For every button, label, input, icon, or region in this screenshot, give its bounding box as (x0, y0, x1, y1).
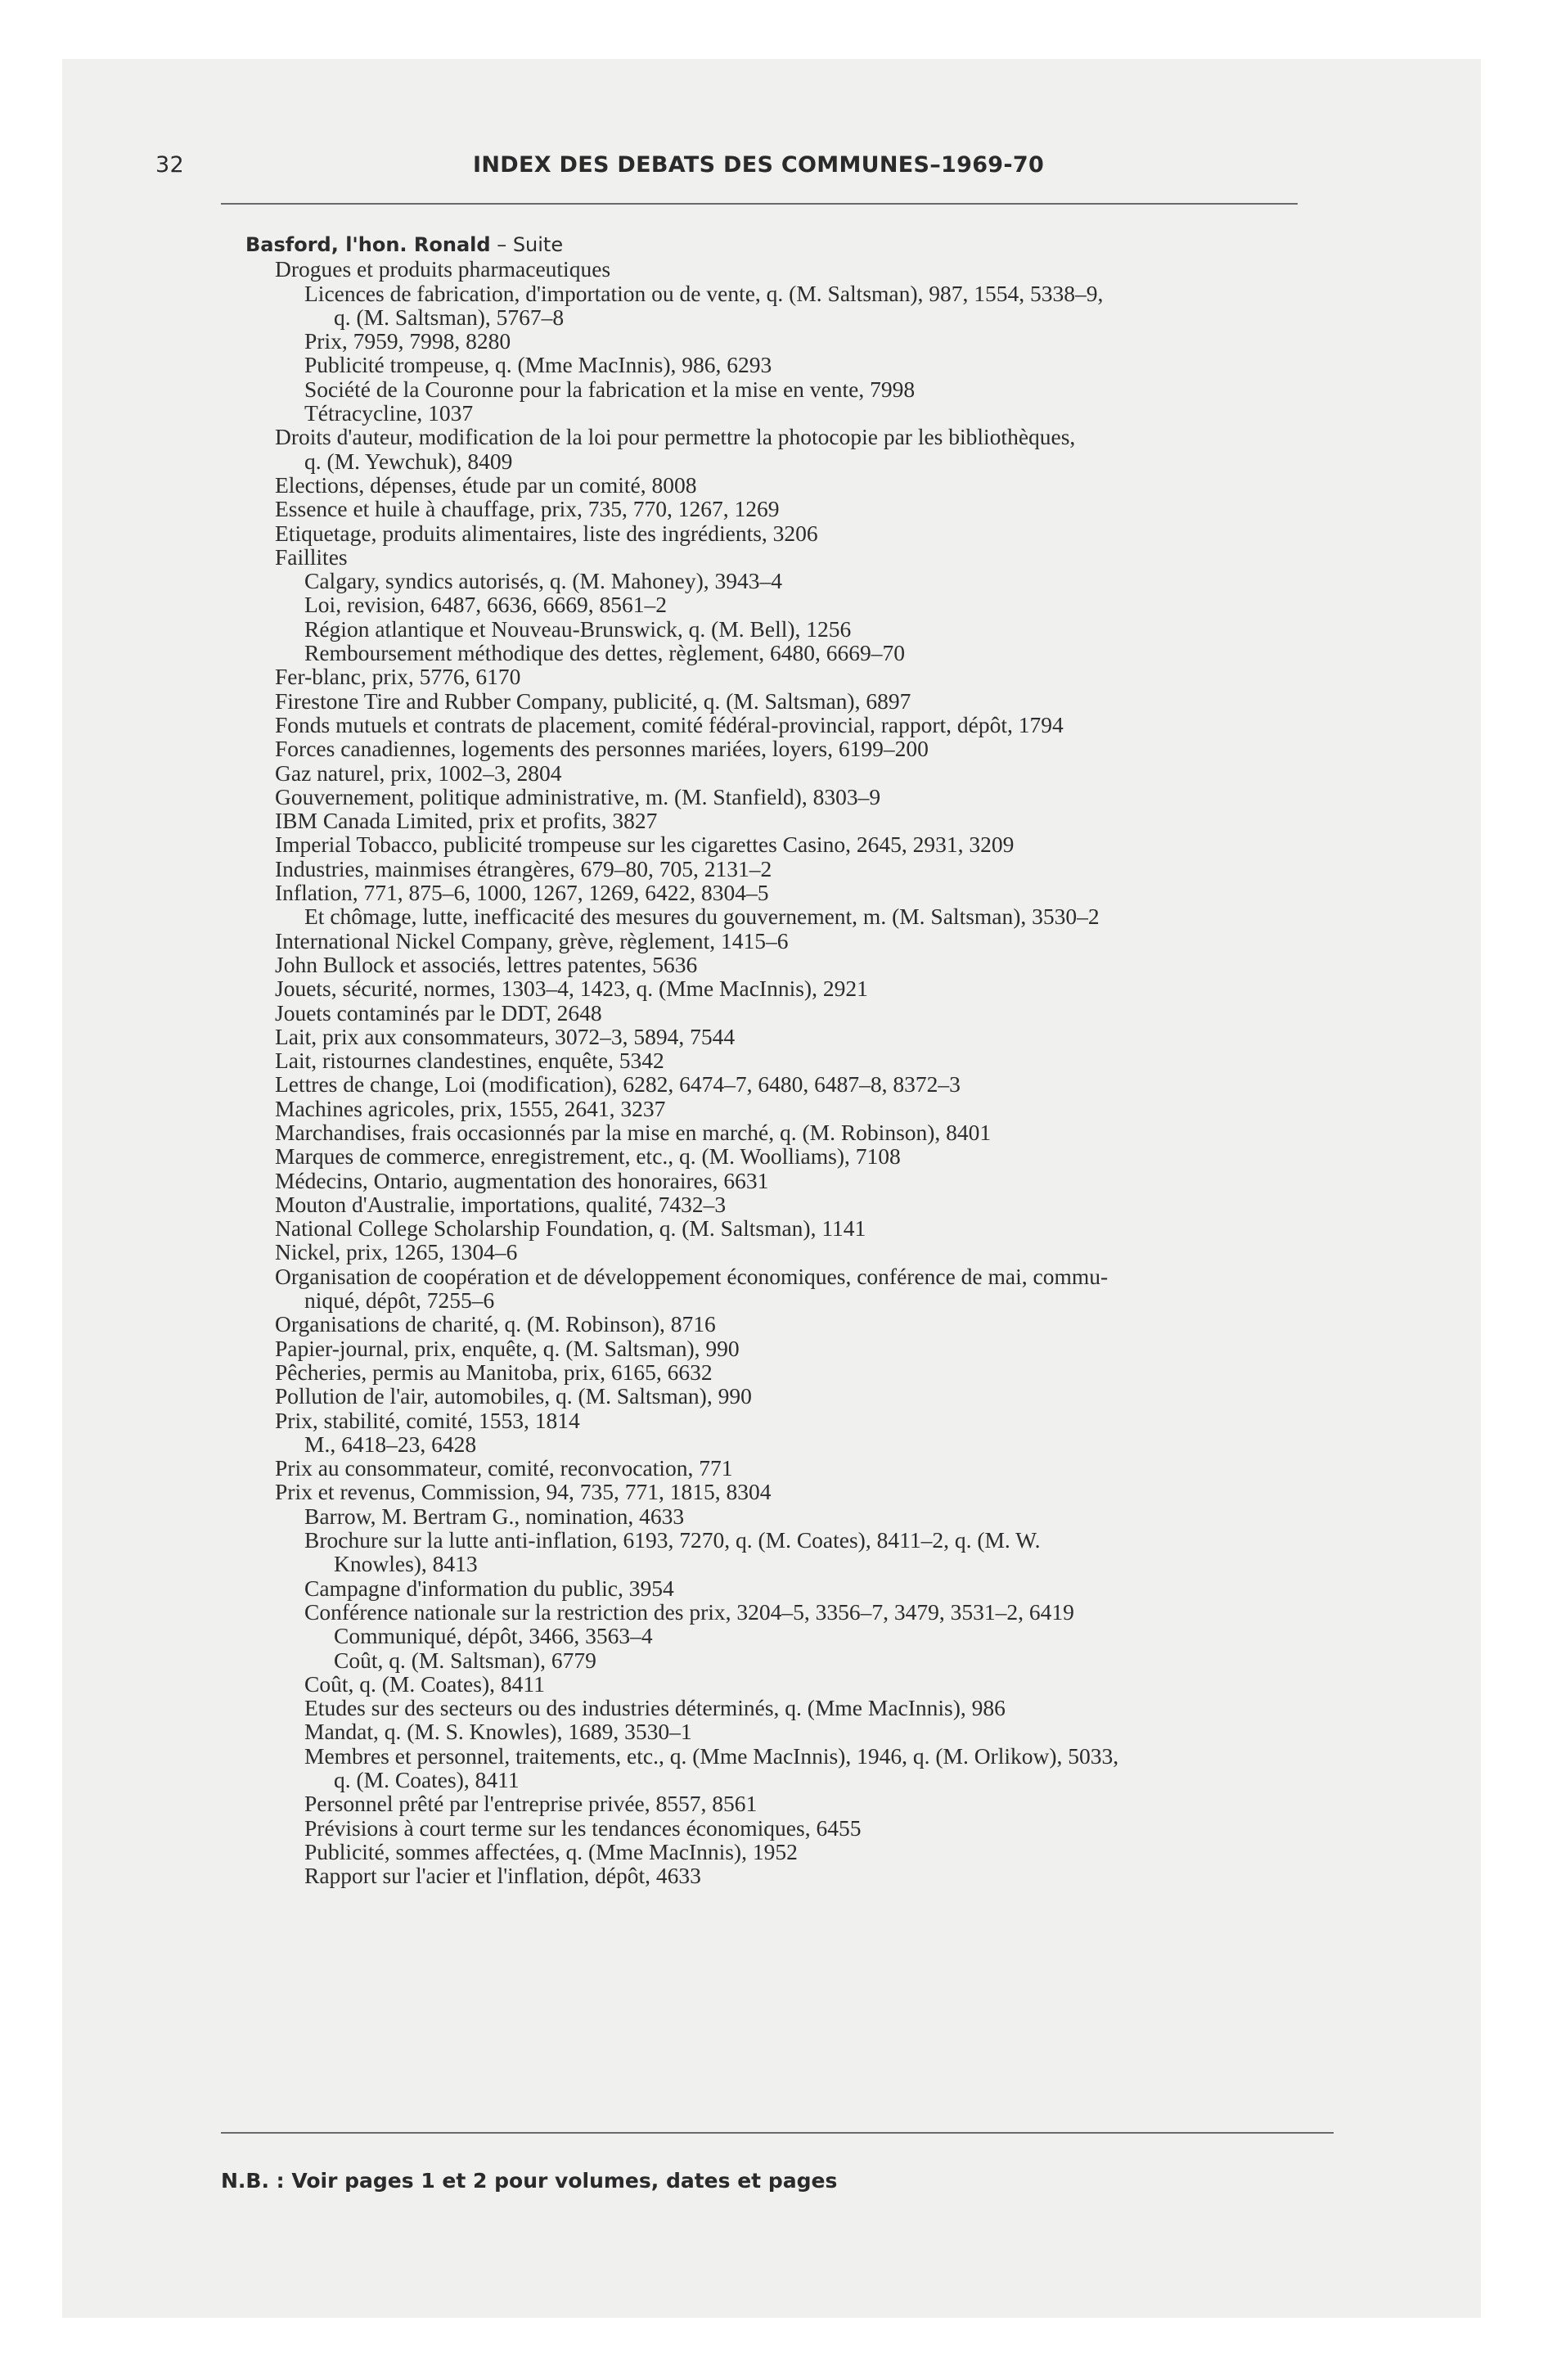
index-line: John Bullock et associés, lettres patentes, 5636 (275, 951, 698, 977)
index-line: Lait, prix aux consommateurs, 3072–3, 5894, 7544 (275, 1023, 736, 1049)
index-line: Membres et personnel, traitements, etc., q. (Mme MacInnis), 1946, q. (M. Orlikow), 5033, (304, 1742, 1119, 1769)
index-line: Médecins, Ontario, augmentation des honoraires, 6631 (275, 1167, 769, 1193)
index-line: Loi, revision, 6487, 6636, 6669, 8561–2 (304, 592, 668, 618)
index-line: Et chômage, lutte, inefficacité des mesures du gouvernement, m. (M. Saltsman), 3530–2 (304, 904, 1100, 930)
index-line: Calgary, syndics autorisés, q. (M. Mahoney), 3943–4 (304, 568, 783, 594)
index-line: Pollution de l'air, automobiles, q. (M. Saltsman), 990 (275, 1383, 752, 1409)
index-line: Barrow, M. Bertram G., nomination, 4633 (304, 1503, 685, 1529)
page-title: INDEX DES DEBATS DES COMMUNES–1969-70 (473, 152, 1045, 178)
index-line: Marchandises, frais occasionnés par la mise en marché, q. (M. Robinson), 8401 (275, 1119, 992, 1145)
index-line: Gaz naturel, prix, 1002–3, 2804 (275, 760, 562, 786)
entry-heading-suffix: – Suite (490, 233, 564, 256)
index-line: Prix, stabilité, comité, 1553, 1814 (275, 1407, 580, 1433)
index-line: Pêcheries, permis au Manitoba, prix, 6165, 6632 (275, 1359, 713, 1385)
index-line: Faillites (275, 543, 348, 570)
index-line: Jouets, sécurité, normes, 1303–4, 1423, q. (Mme MacInnis), 2921 (275, 976, 868, 1002)
index-line: M., 6418–23, 6428 (304, 1431, 477, 1457)
index-line: Inflation, 771, 875–6, 1000, 1267, 1269, 6422, 8304–5 (275, 880, 769, 906)
index-line: niqué, dépôt, 7255–6 (304, 1287, 495, 1314)
index-line: Campagne d'information du public, 3954 (304, 1575, 674, 1601)
index-line: Brochure sur la lutte anti-inflation, 6193, 7270, q. (M. Coates), 8411–2, q. (M. W. (304, 1527, 1041, 1553)
index-line: National College Scholarship Foundation, q. (M. Saltsman), 1141 (275, 1215, 866, 1242)
entry-heading-name: Basford, l'hon. Ronald (245, 233, 491, 256)
index-line: Remboursement méthodique des dettes, règlement, 6480, 6669–70 (304, 640, 905, 666)
index-line: Rapport sur l'acier et l'inflation, dépôt, 4633 (304, 1863, 701, 1889)
entry-heading (245, 233, 1334, 257)
index-entries (245, 233, 1334, 1887)
index-line: Machines agricoles, prix, 1555, 2641, 3237 (275, 1095, 666, 1121)
index-line: Organisation de coopération et de développement économiques, conférence de mai, commu- (275, 1263, 1109, 1289)
index-line: Fer-blanc, prix, 5776, 6170 (275, 664, 521, 690)
page-number: 32 (155, 152, 184, 178)
index-line: Knowles), 8413 (334, 1551, 478, 1577)
index-line: Mouton d'Australie, importations, qualité, 7432–3 (275, 1191, 727, 1217)
index-line: Personnel prêté par l'entreprise privée, 8557, 8561 (304, 1791, 758, 1817)
index-line: Essence et huile à chauffage, prix, 735, 770, 1267, 1269 (275, 496, 780, 522)
footer-rule (221, 2132, 1334, 2134)
index-line: Marques de commerce, enregistrement, etc., q. (M. Woolliams), 7108 (275, 1143, 901, 1170)
index-line: Imperial Tobacco, publicité trompeuse sur les cigarettes Casino, 2645, 2931, 3209 (275, 832, 1015, 858)
index-line: Tétracycline, 1037 (304, 400, 474, 426)
index-line: Coût, q. (M. Saltsman), 6779 (334, 1647, 596, 1673)
index-line: Région atlantique et Nouveau-Brunswick, q. (M. Bell), 1256 (304, 615, 852, 642)
index-line: Société de la Couronne pour la fabrication et la mise en vente, 7998 (304, 376, 916, 402)
index-line: Publicité trompeuse, q. (Mme MacInnis), 986, 6293 (304, 352, 772, 378)
index-line: Gouvernement, politique administrative, m. (M. Stanfield), 8303–9 (275, 783, 881, 809)
index-line: Prix et revenus, Commission, 94, 735, 771, 1815, 8304 (275, 1479, 772, 1505)
index-line: Etudes sur des secteurs ou des industries déterminés, q. (Mme MacInnis), 986 (304, 1695, 1006, 1721)
index-line: Industries, mainmises étrangères, 679–80, 705, 2131–2 (275, 855, 772, 881)
index-line: Drogues et produits pharmaceutiques (275, 256, 611, 282)
header-rule (221, 203, 1298, 205)
index-line: Prévisions à court terme sur les tendances économiques, 6455 (304, 1814, 862, 1841)
index-line: Nickel, prix, 1265, 1304–6 (275, 1239, 518, 1265)
index-line: Organisations de charité, q. (M. Robinson), 8716 (275, 1311, 716, 1337)
index-line: Conférence nationale sur la restriction des prix, 3204–5, 3356–7, 3479, 3531–2, 6419 (304, 1598, 1074, 1625)
index-line: Mandat, q. (M. S. Knowles), 1689, 3530–1 (304, 1719, 692, 1745)
index-line: Prix, 7959, 7998, 8280 (304, 328, 511, 354)
index-line: Papier-journal, prix, enquête, q. (M. Saltsman), 990 (275, 1335, 740, 1361)
index-line: q. (M. Yewchuk), 8409 (304, 448, 513, 474)
index-line: Forces canadiennes, logements des personnes mariées, loyers, 6199–200 (275, 736, 929, 762)
index-line: Licences de fabrication, d'importation ou de vente, q. (M. Saltsman), 987, 1554, 5338–9, (304, 280, 1104, 306)
index-line: Fonds mutuels et contrats de placement, comité fédéral-provincial, rapport, dépôt, 1794 (275, 711, 1064, 737)
index-line: Lettres de change, Loi (modification), 6282, 6474–7, 6480, 6487–8, 8372–3 (275, 1071, 961, 1098)
index-line: Jouets contaminés par le DDT, 2648 (275, 999, 602, 1025)
index-line: Lait, ristournes clandestines, enquête, 5342 (275, 1048, 664, 1074)
index-line: q. (M. Coates), 8411 (334, 1767, 520, 1792)
index-line: Prix au consommateur, comité, reconvocation, 771 (275, 1455, 733, 1481)
index-line: q. (M. Saltsman), 5767–8 (334, 304, 565, 330)
index-line: Etiquetage, produits alimentaires, liste des ingrédients, 3206 (275, 520, 818, 546)
index-line: Elections, dépenses, étude par un comité, 8008 (275, 471, 697, 498)
index-line: IBM Canada Limited, prix et profits, 3827 (275, 808, 658, 834)
index-line: Coût, q. (M. Coates), 8411 (304, 1670, 545, 1697)
index-line: Firestone Tire and Rubber Company, publicité, q. (M. Saltsman), 6897 (275, 687, 911, 714)
index-line: Publicité, sommes affectées, q. (Mme MacInnis), 1952 (304, 1838, 798, 1864)
index-line: Droits d'auteur, modification de la loi pour permettre la photocopie par les bibliothèques, (275, 424, 1076, 450)
index-line: International Nickel Company, grève, règlement, 1415–6 (275, 927, 789, 953)
footer-note: N.B. : Voir pages 1 et 2 pour volumes, dates et pages (221, 2169, 838, 2193)
index-line: Communiqué, dépôt, 3466, 3563–4 (334, 1623, 653, 1649)
